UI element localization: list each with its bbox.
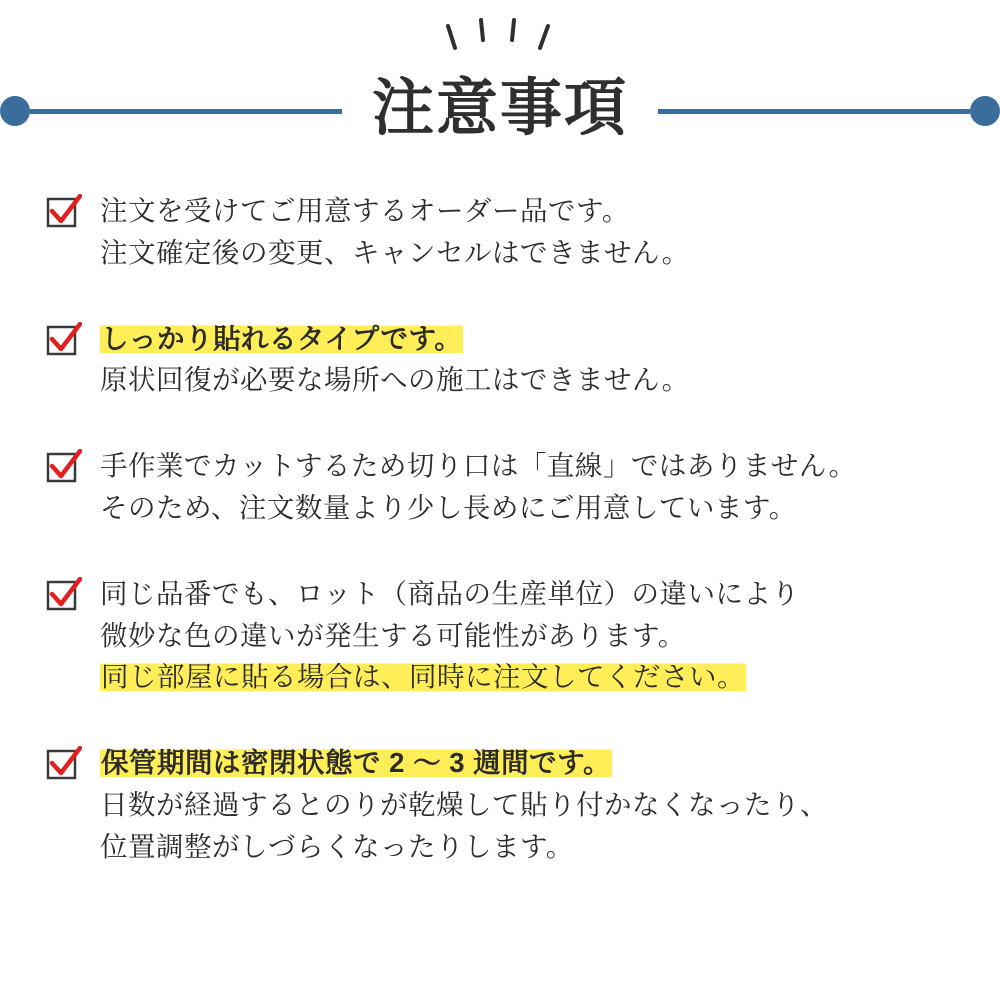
note-line: 日数が経過するとのりが乾燥して貼り付かなくなったり、 <box>100 788 828 820</box>
list-item-text <box>100 318 966 402</box>
note-line: そのため、注文数量より少し長めにご用意しています。 <box>100 491 797 523</box>
checkbox-checked-icon <box>46 194 82 230</box>
left-dot-icon <box>0 96 30 126</box>
list-item-text <box>100 573 966 698</box>
note-line: 保管期間は密閉状態で 2 〜 3 週間です。 <box>101 747 611 779</box>
left-rule <box>30 109 342 114</box>
note-line: 注文確定後の変更、キャンセルはできません。 <box>100 236 690 268</box>
note-line: 注文を受けてご用意するオーダー品です。 <box>100 195 630 226</box>
note-line: 同じ品番でも、ロット（商品の生産単位）の違いにより <box>100 577 800 609</box>
list-item <box>46 190 966 274</box>
page-title: 注意事項 <box>372 74 629 143</box>
note-line: 原状回復が必要な場所への施工はできません。 <box>100 364 690 396</box>
right-rule <box>658 109 970 114</box>
list-item-text <box>100 445 966 529</box>
list-item-text <box>100 190 966 274</box>
title-rule-row <box>0 74 1000 143</box>
note-line: 手作業でカットするため切り口は「直線」ではありません。 <box>100 450 857 482</box>
list-item <box>46 573 966 698</box>
list-item <box>46 318 966 402</box>
checkbox-checked-icon <box>46 746 82 782</box>
note-line: しっかり貼れるタイプです。 <box>101 322 463 354</box>
right-dot-icon <box>970 96 1000 126</box>
list-item-text <box>100 742 966 867</box>
note-line: 微妙な色の違いが発生する可能性があります。 <box>100 619 686 651</box>
sparkle-decoration-icon <box>0 18 1000 68</box>
list-item <box>46 742 966 867</box>
notes-list <box>46 190 966 868</box>
list-item <box>46 445 966 529</box>
note-line: 位置調整がしづらくなったりします。 <box>100 830 574 862</box>
checkbox-checked-icon <box>46 322 82 358</box>
checkbox-checked-icon <box>46 449 82 485</box>
checkbox-checked-icon <box>46 577 82 613</box>
page-header <box>0 0 1000 175</box>
note-line: 同じ部屋に貼る場合は、同時に注文してください。 <box>101 661 745 693</box>
